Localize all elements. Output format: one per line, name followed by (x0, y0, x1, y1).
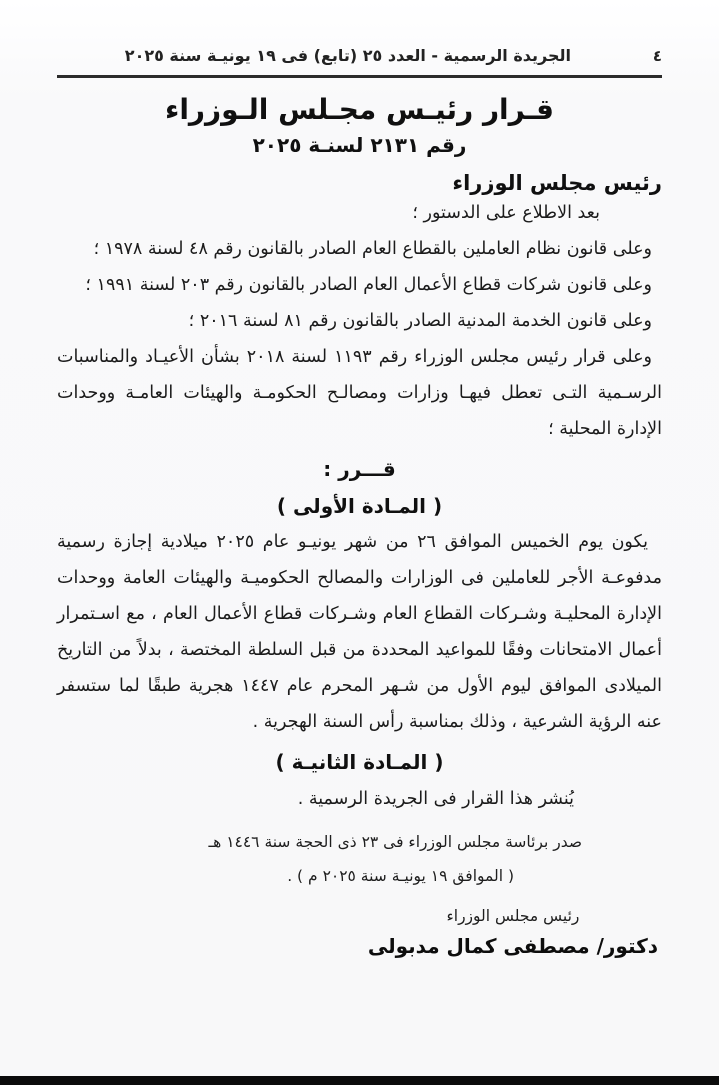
issue-line: الجريدة الرسمية - العدد ٢٥ (تابع) فى ١٩ يونيـة سنة ٢٠٢٥ (124, 46, 572, 65)
article-2-body: يُنشر هذا القرار فى الجريدة الرسمية . (297, 789, 574, 809)
decree-number: رقم ٢١٣١ لسنـة ٢٠٢٥ (252, 133, 467, 157)
signature-title: رئيس مجلس الوزراء (446, 907, 580, 925)
preamble-law-81-2016: وعلى قانون الخدمة المدنية الصادر بالقانون رقم ٨١ لسنة ٢٠١٦ ؛ (188, 311, 652, 331)
article-1-heading: ( المـادة الأولى ) (276, 494, 443, 518)
page-header (57, 46, 662, 65)
preamble-constitution-line: بعد الاطلاع على الدستور ؛ (412, 203, 600, 223)
preamble-law-203-1991: وعلى قانون شركات قطاع الأعمال العام الصادر بالقانون رقم ٢٠٣ لسنة ١٩٩١ ؛ (85, 275, 652, 295)
issuance-block (57, 825, 662, 893)
signature-name: دكتور/ مصطفى كمال مدبولى (367, 934, 658, 958)
header-rule (57, 75, 662, 78)
preamble-law-48-1978: وعلى قانون نظام العاملين بالقطاع العام الصادر بالقانون رقم ٤٨ لسنة ١٩٧٨ ؛ (93, 239, 652, 259)
signature-block (368, 907, 658, 958)
page-number: ٤ (652, 47, 662, 65)
preamble-decree-1193-2018: وعلى قرار رئيس مجلس الوزراء رقم ١١٩٣ لسنة ٢٠١٨ بشأن الأعيـاد والمناسبات الرسـمية التـى تعطل فيهـا وزارات ومصالـح الحكومـة والهيئات العامـة ووحدات الإدارة المحلية ؛ (57, 347, 662, 439)
authority-heading: رئيس مجلس الوزراء (452, 171, 662, 195)
scan-bottom-edge (0, 1076, 719, 1085)
issuance-hijri-date: صدر برئاسة مجلس الوزراء فى ٢٣ ذى الحجة سنة ١٤٤٦ هـ (208, 833, 582, 851)
issuance-gregorian-date: ( الموافق ١٩ يونيـة سنة ٢٠٢٥ م ) . (287, 867, 514, 885)
decree-word: قـــرر : (323, 457, 396, 481)
article-1-body: يكون يوم الخميس الموافق ٢٦ من شهر يونيـو عام ٢٠٢٥ ميلادية إجازة رسمية مدفوعـة الأجر للعاملين فى الوزارات والمصالح الحكوميـة والهيئات العامة ووحدات الإدارة المحليـة وشـركات القطاع العام وشـركات قطاع الأعمال العام ، مع اسـتمرار أعمال الامتحانات وفقًا للمواعيد المحددة من قبل السلطة المختصة ، بدلاً من التاريخ الميلادى الموافق ليوم الأول من شـهر المحرم عام ١٤٤٧ هجرية طبقًا لما ستسفر عنه الرؤية الشرعية ، وذلك بمناسبة رأس السنة الهجرية . (57, 532, 662, 732)
decree-title: قـرار رئيـس مجـلس الـوزراء (165, 93, 554, 126)
article-2-heading: ( المـادة الثانيـة ) (275, 750, 444, 774)
